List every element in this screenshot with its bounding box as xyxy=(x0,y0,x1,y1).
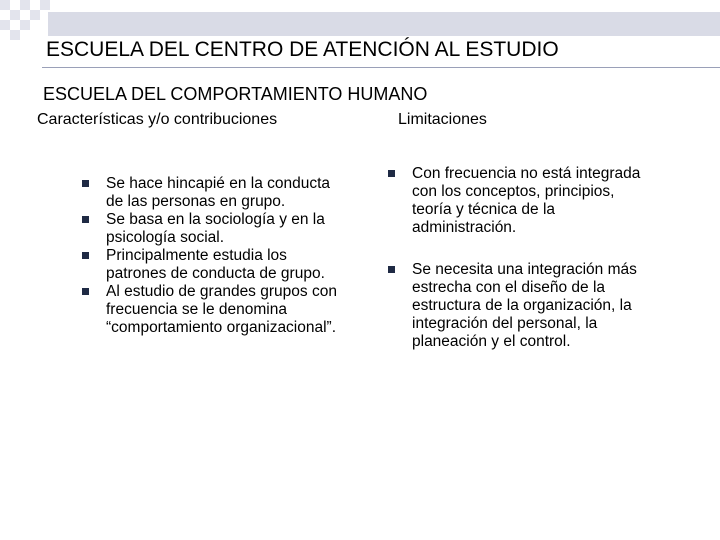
slide-subtitle: ESCUELA DEL COMPORTAMIENTO HUMANO xyxy=(43,84,428,104)
slide-title: ESCUELA DEL CENTRO DE ATENCIÓN AL ESTUDIO xyxy=(46,38,559,61)
bullet-square-icon xyxy=(82,216,89,223)
header-band xyxy=(48,12,720,36)
bullet-square-icon xyxy=(82,252,89,259)
list-item-text: Se necesita una integración más estrecha con el diseño de la estructura de la organización, la integración del personal, la planeación y el control. xyxy=(412,261,637,350)
list-item xyxy=(82,247,350,283)
list-item xyxy=(82,175,350,211)
list-item xyxy=(82,283,350,337)
list-item-text: Principalmente estudia los patrones de conducta de grupo. xyxy=(106,247,325,282)
list-item-text: Con frecuencia no está integrada con los conceptos, principios, teoría y técnica de la administración. xyxy=(412,165,641,236)
limitations-heading: Limitaciones xyxy=(398,111,487,128)
list-item-text: Al estudio de grandes grupos con frecuencia se le denomina “comportamiento organizacional”. xyxy=(106,283,337,336)
list-item xyxy=(388,165,653,237)
list-item xyxy=(82,211,350,247)
contributions-list xyxy=(82,175,350,337)
title-divider xyxy=(42,67,720,68)
limitations-list xyxy=(388,165,653,351)
list-item-text: Se basa en la sociología y en la psicología social. xyxy=(106,211,325,246)
bullet-square-icon xyxy=(388,266,395,273)
contributions-heading: Características y/o contribuciones xyxy=(37,111,278,128)
bullet-square-icon xyxy=(82,288,89,295)
bullet-square-icon xyxy=(388,170,395,177)
list-item xyxy=(388,261,653,351)
bullet-square-icon xyxy=(82,180,89,187)
list-item-text: Se hace hincapié en la conducta de las personas en grupo. xyxy=(106,175,331,210)
